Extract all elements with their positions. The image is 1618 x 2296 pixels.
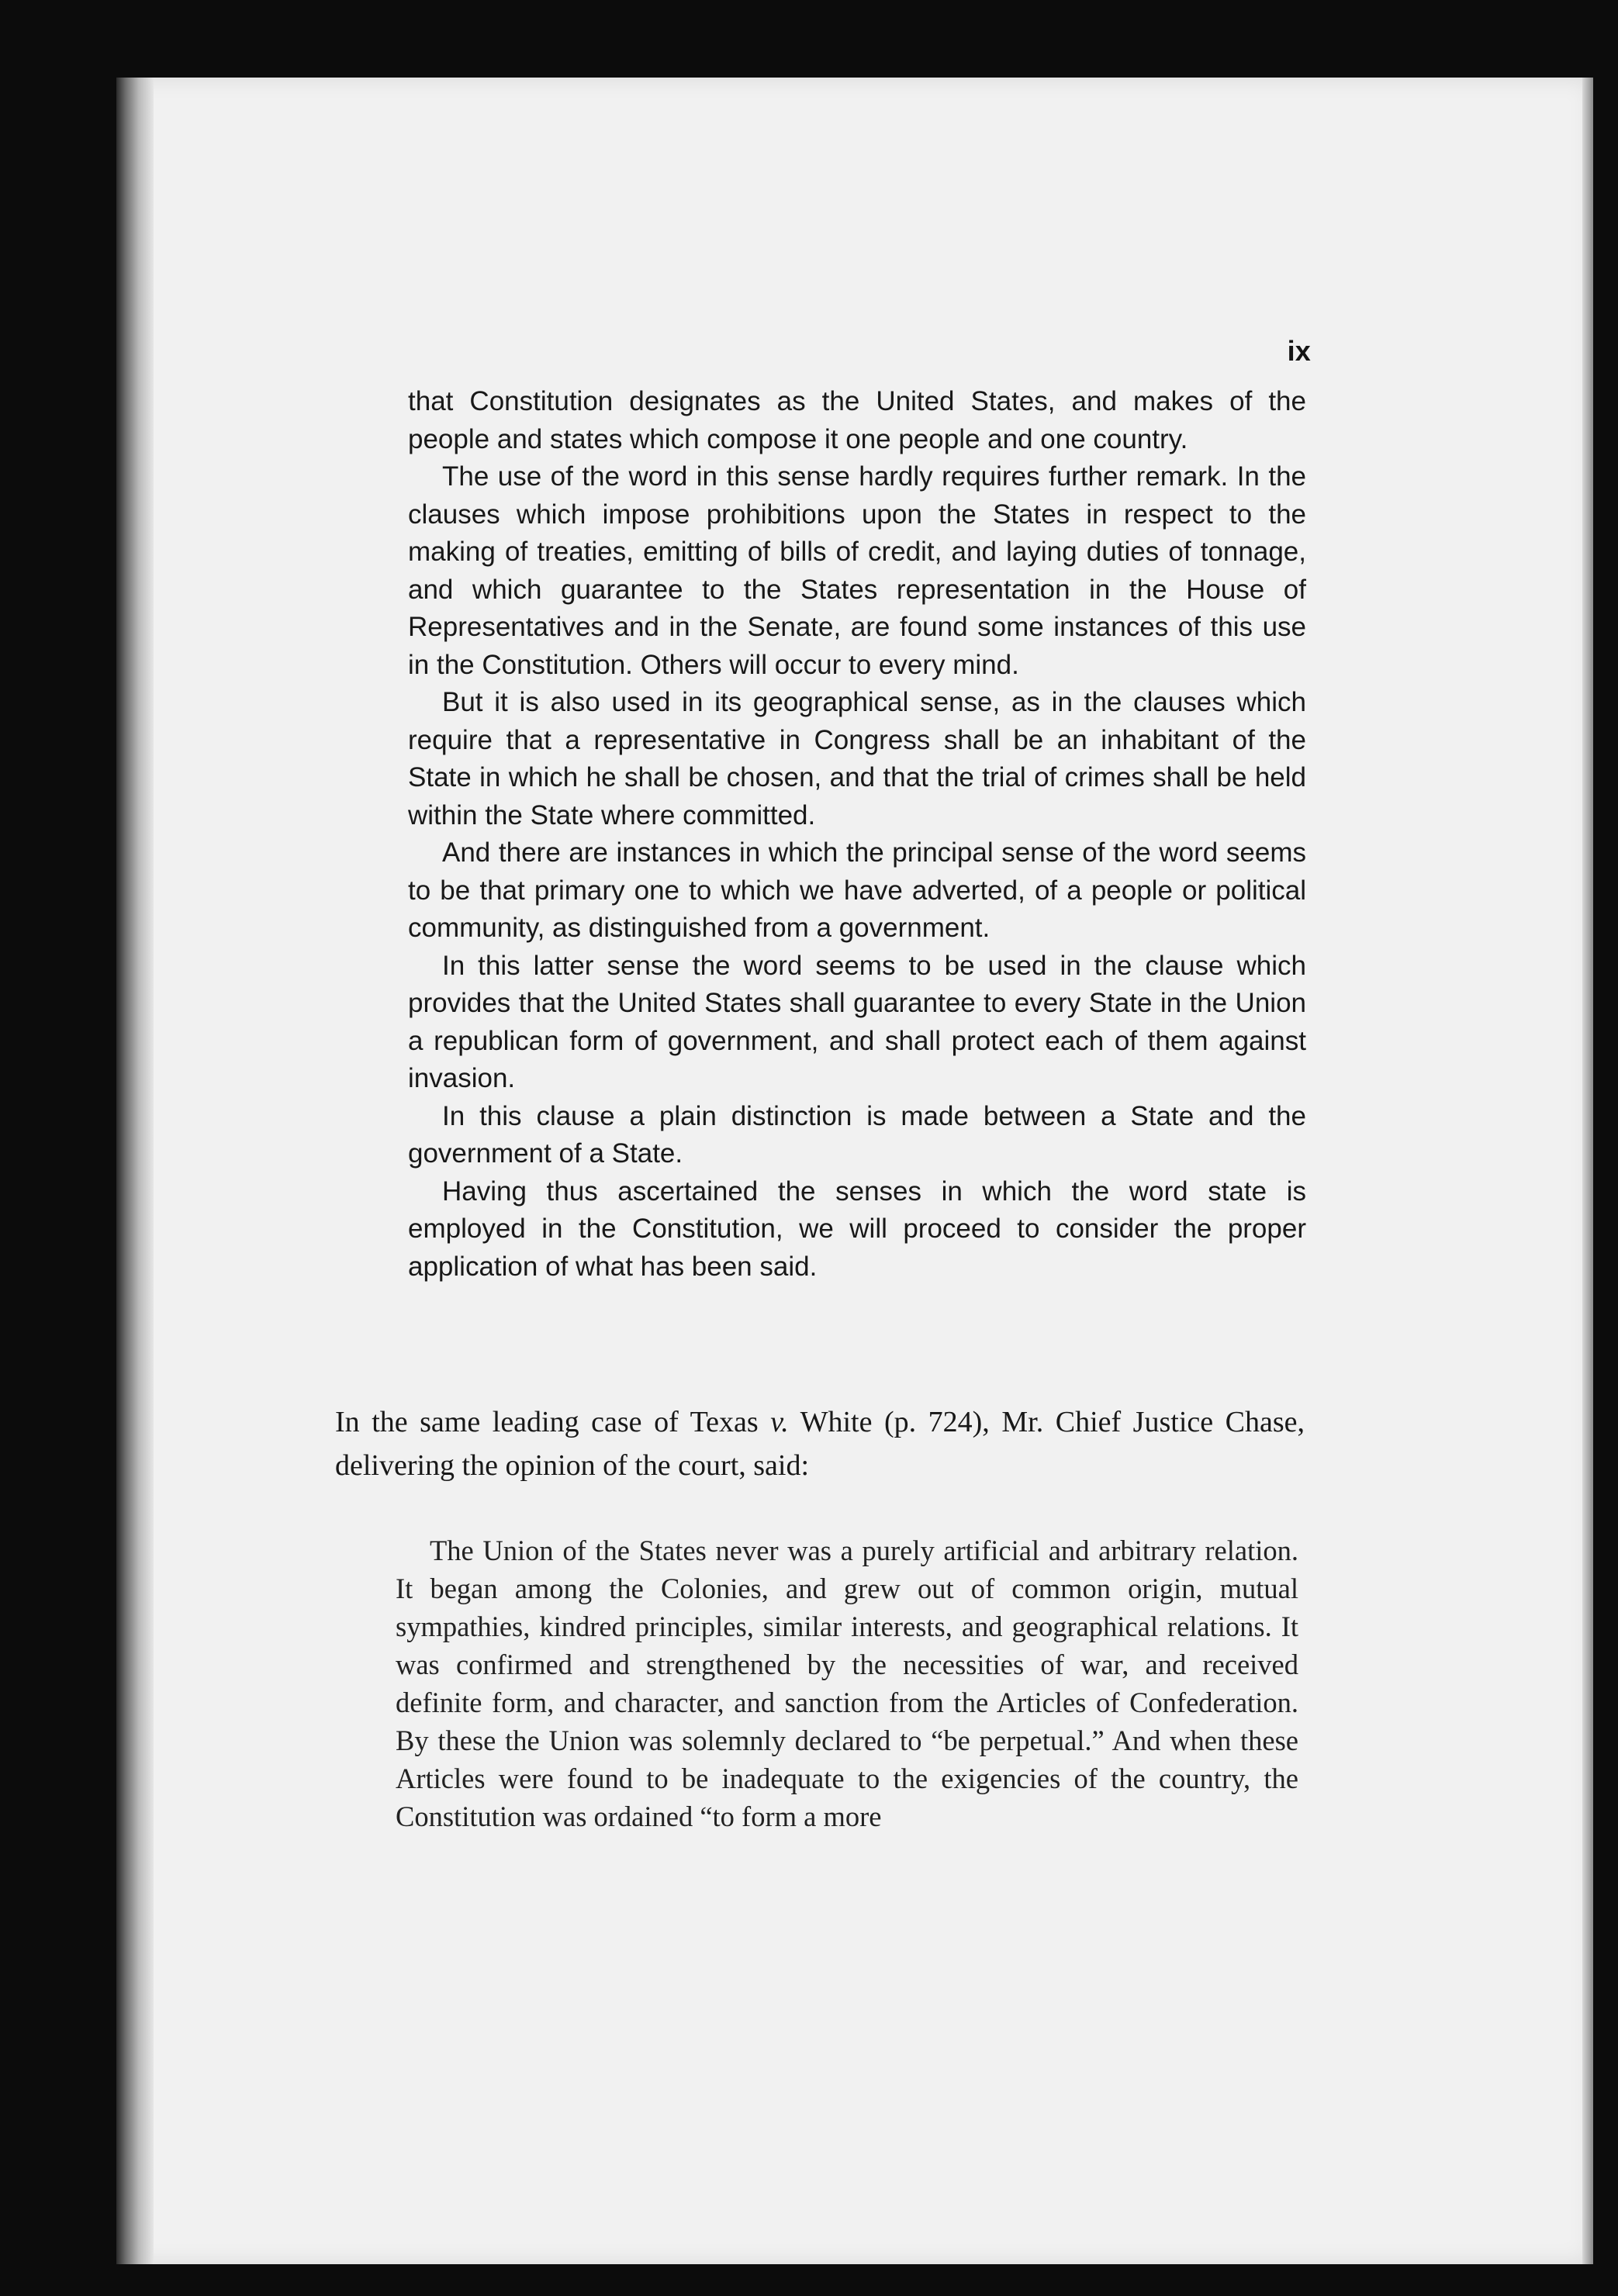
intro-paragraph xyxy=(335,1400,1305,1487)
intro-text-end: White (p. 724), Mr. Chief Justice Chase, delivering the opinion of the court, said: xyxy=(335,1406,1305,1482)
page-right-edge xyxy=(1582,78,1593,2264)
intro-text-start: In the same leading case of Texas xyxy=(335,1406,771,1438)
quote-paragraph: The use of the word in this sense hardly requires further remark. In the clauses which impose prohibitions upon the States in respect to the making of treaties, emitting of bills of credit, and laying duties of tonnage, and which guarantee to the States representation in the House of Representatives and in the Senate, are found some instances of this use in the Constitution. Others will occur to every mind. xyxy=(408,461,1306,680)
quote-paragraph: But it is also used in its geographical sense, as in the clauses which require that a representative in Congress shall be an inhabitant of the State in which he shall be chosen, and that the trial of crimes shall be held within the State where committed. xyxy=(408,687,1306,830)
page-number: ix xyxy=(1287,335,1311,367)
quote-paragraph: And there are instances in which the principal sense of the word seems to be that primary one to which we have adverted, of a people or political community, as distinguished from a government. xyxy=(408,837,1306,943)
quote-paragraph: The Union of the States never was a purely artificial and arbitrary relation. It began among the Colonies, and grew out of common origin, mutual sympathies, kindred principles, similar interests, and geographical relations. It was confirmed and strengthened by the necessities of war, and received definite form, and character, and sanction from the Articles of Confederation. By these the Union was solemnly declared to “be perpetual.” And when these Articles were found to be inadequate to the exigencies of the country, the Constitution was ordained “to form a more xyxy=(396,1535,1298,1832)
quote-paragraph: that Constitution designates as the United States, and makes of the people and states which compose it one people and one country. xyxy=(408,386,1306,454)
block-quote-lower xyxy=(396,1531,1298,1835)
block-quote-upper xyxy=(408,383,1306,1286)
quote-paragraph: In this clause a plain distinction is made between a State and the government of a State. xyxy=(408,1100,1306,1169)
quote-paragraph: In this latter sense the word seems to be used in the clause which provides that the United States shall guarantee to every State in the Union a republican form of government, and shall protect each of them against invasion. xyxy=(408,950,1306,1093)
intro-text-italic: v. xyxy=(770,1406,789,1438)
quote-paragraph: Having thus ascertained the senses in which the word state is employed in the Constitution, we will proceed to consider the proper application of what has been said. xyxy=(408,1176,1306,1282)
book-binding-edge xyxy=(116,78,154,2264)
